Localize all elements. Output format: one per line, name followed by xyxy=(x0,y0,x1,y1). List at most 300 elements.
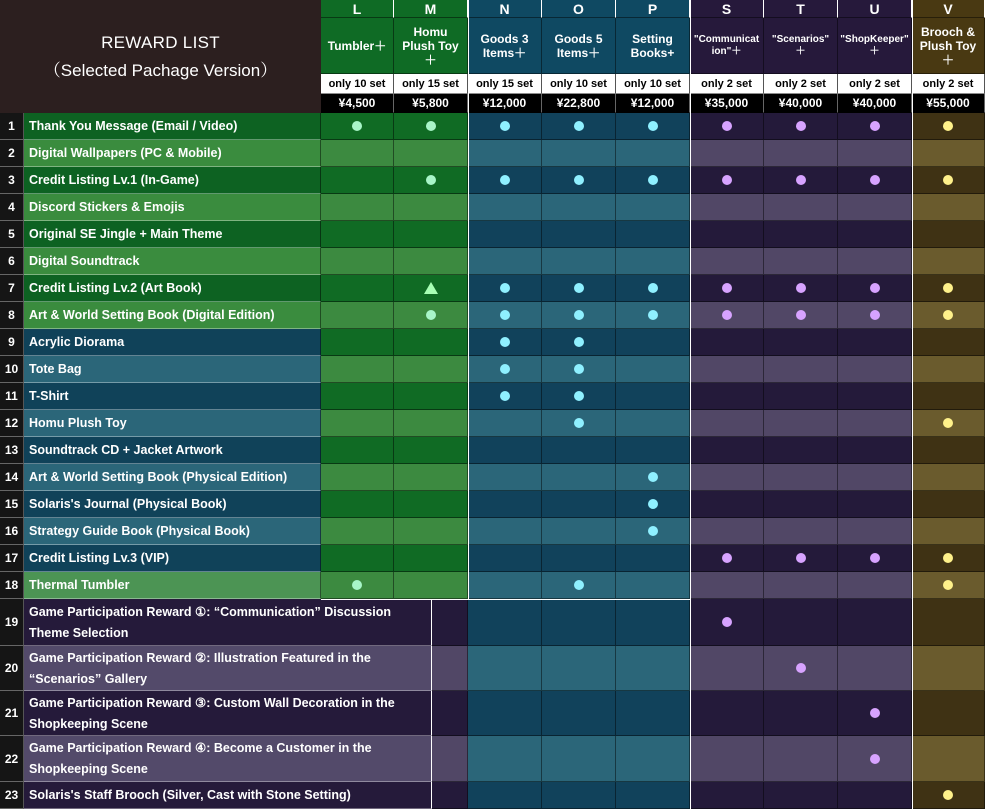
reward-mark-cell xyxy=(616,356,690,383)
reward-mark-cell xyxy=(616,691,690,736)
reward-number: 19 xyxy=(0,599,24,646)
tier-limit-v: only 2 set xyxy=(912,74,985,94)
reward-number: 8 xyxy=(0,302,24,329)
included-dot-icon xyxy=(722,121,732,131)
reward-mark-cell xyxy=(690,302,764,329)
reward-mark-cell xyxy=(690,782,764,809)
reward-mark-cell xyxy=(912,140,985,167)
reward-number: 23 xyxy=(0,782,24,809)
reward-mark-cell xyxy=(764,221,838,248)
reward-mark-cell xyxy=(838,464,912,491)
reward-mark-cell xyxy=(616,248,690,275)
reward-mark-cell xyxy=(321,140,394,167)
included-dot-icon xyxy=(870,708,880,718)
reward-mark-cell xyxy=(542,646,616,691)
reward-mark-cell xyxy=(321,167,394,194)
included-dot-icon xyxy=(352,580,362,590)
included-dot-icon xyxy=(426,121,436,131)
reward-mark-cell xyxy=(912,275,985,302)
included-dot-icon xyxy=(943,553,953,563)
reward-mark-cell xyxy=(394,383,468,410)
reward-mark-cell xyxy=(616,646,690,691)
reward-mark-cell xyxy=(321,275,394,302)
tier-limit-p: only 10 set xyxy=(616,74,690,94)
tier-price-m: ¥5,800 xyxy=(394,94,468,113)
reward-number: 22 xyxy=(0,736,24,782)
reward-mark-cell xyxy=(838,518,912,545)
reward-mark-cell xyxy=(912,545,985,572)
reward-name: Acrylic Diorama xyxy=(24,329,321,356)
reward-mark-cell xyxy=(690,464,764,491)
reward-mark-cell xyxy=(764,194,838,221)
reward-mark-cell xyxy=(616,221,690,248)
reward-mark-cell xyxy=(912,491,985,518)
reward-number: 21 xyxy=(0,691,24,736)
reward-mark-cell xyxy=(321,221,394,248)
tier-limit-m: only 15 set xyxy=(394,74,468,94)
reward-mark-cell xyxy=(468,572,542,599)
included-dot-icon xyxy=(796,663,806,673)
reward-mark-cell xyxy=(912,736,985,782)
reward-mark-cell xyxy=(838,437,912,464)
reward-number: 15 xyxy=(0,491,24,518)
reward-mark-cell xyxy=(616,194,690,221)
reward-mark-cell xyxy=(912,464,985,491)
reward-mark-cell xyxy=(838,691,912,736)
included-dot-icon xyxy=(574,364,584,374)
reward-mark-cell xyxy=(912,691,985,736)
reward-mark-cell xyxy=(542,572,616,599)
reward-mark-cell xyxy=(764,383,838,410)
reward-mark-cell xyxy=(764,572,838,599)
included-dot-icon xyxy=(352,121,362,131)
tier-price-t: ¥40,000 xyxy=(764,94,838,113)
reward-mark-cell xyxy=(394,329,468,356)
reward-mark-cell xyxy=(394,275,468,302)
included-dot-icon xyxy=(796,553,806,563)
reward-name: Game Participation Reward ②: Illustration Featured in the “Scenarios” Gallery xyxy=(24,646,432,691)
reward-mark-cell xyxy=(764,167,838,194)
reward-mark-cell xyxy=(542,356,616,383)
reward-mark-cell xyxy=(394,464,468,491)
reward-mark-cell xyxy=(764,113,838,140)
reward-mark-cell xyxy=(838,410,912,437)
reward-mark-cell xyxy=(912,356,985,383)
reward-mark-cell xyxy=(764,410,838,437)
reward-mark-cell xyxy=(321,248,394,275)
reward-mark-cell xyxy=(542,491,616,518)
tier-limit-u: only 2 set xyxy=(838,74,912,94)
included-dot-icon xyxy=(943,121,953,131)
included-dot-icon xyxy=(796,283,806,293)
tier-limit-o: only 10 set xyxy=(542,74,616,94)
reward-mark-cell xyxy=(542,383,616,410)
reward-mark-cell xyxy=(912,646,985,691)
reward-mark-cell xyxy=(616,599,690,646)
reward-mark-cell xyxy=(838,383,912,410)
reward-mark-cell xyxy=(912,194,985,221)
reward-mark-cell xyxy=(690,736,764,782)
reward-name: Discord Stickers & Emojis xyxy=(24,194,321,221)
reward-mark-cell xyxy=(468,491,542,518)
reward-name: Credit Listing Lv.3 (VIP) xyxy=(24,545,321,572)
included-dot-icon xyxy=(426,310,436,320)
reward-mark-cell xyxy=(542,691,616,736)
tier-letter-u: U xyxy=(838,0,912,18)
reward-mark-cell xyxy=(838,545,912,572)
included-dot-icon xyxy=(870,553,880,563)
reward-mark-cell xyxy=(394,491,468,518)
included-dot-icon xyxy=(574,580,584,590)
reward-name: Game Participation Reward ④: Become a Customer in the Shopkeeping Scene xyxy=(24,736,432,782)
included-dot-icon xyxy=(870,310,880,320)
reward-mark-cell xyxy=(542,221,616,248)
reward-number: 2 xyxy=(0,140,24,167)
reward-mark-cell xyxy=(468,736,542,782)
reward-name: Homu Plush Toy xyxy=(24,410,321,437)
included-dot-icon xyxy=(574,310,584,320)
reward-mark-cell xyxy=(616,302,690,329)
tier-price-o: ¥22,800 xyxy=(542,94,616,113)
group-divider xyxy=(912,0,913,809)
included-dot-icon xyxy=(574,283,584,293)
reward-mark-cell xyxy=(912,221,985,248)
reward-mark-cell xyxy=(690,194,764,221)
included-dot-icon xyxy=(796,121,806,131)
included-dot-icon xyxy=(648,526,658,536)
reward-mark-cell xyxy=(432,599,468,646)
tier-letter-v: V xyxy=(912,0,985,18)
reward-mark-cell xyxy=(321,572,394,599)
reward-mark-cell xyxy=(394,356,468,383)
reward-mark-cell xyxy=(468,221,542,248)
included-dot-icon xyxy=(870,754,880,764)
reward-number: 11 xyxy=(0,383,24,410)
reward-mark-cell xyxy=(616,545,690,572)
reward-mark-cell xyxy=(321,464,394,491)
reward-mark-cell xyxy=(468,464,542,491)
reward-name: Art & World Setting Book (Physical Edition) xyxy=(24,464,321,491)
included-dot-icon xyxy=(943,283,953,293)
table-title xyxy=(0,0,321,113)
reward-mark-cell xyxy=(616,572,690,599)
tier-limit-t: only 2 set xyxy=(764,74,838,94)
tier-name-m: Homu Plush Toy ＋ xyxy=(394,18,468,74)
reward-mark-cell xyxy=(764,464,838,491)
included-dot-icon xyxy=(796,175,806,185)
tier-limit-n: only 15 set xyxy=(468,74,542,94)
reward-mark-cell xyxy=(394,410,468,437)
reward-mark-cell xyxy=(838,248,912,275)
included-dot-icon xyxy=(722,553,732,563)
reward-mark-cell xyxy=(616,410,690,437)
title-line-2: （Selected Pachage Version） xyxy=(43,60,278,80)
reward-number: 13 xyxy=(0,437,24,464)
reward-mark-cell xyxy=(838,646,912,691)
reward-number: 3 xyxy=(0,167,24,194)
reward-mark-cell xyxy=(616,113,690,140)
reward-mark-cell xyxy=(764,329,838,356)
reward-mark-cell xyxy=(912,410,985,437)
included-dot-icon xyxy=(500,310,510,320)
reward-mark-cell xyxy=(838,491,912,518)
reward-mark-cell xyxy=(616,464,690,491)
reward-mark-cell xyxy=(321,329,394,356)
tier-name-u: "ShopKeeper" ＋ xyxy=(838,18,912,74)
reward-mark-cell xyxy=(912,113,985,140)
tier-price-s: ¥35,000 xyxy=(690,94,764,113)
included-dot-icon xyxy=(943,418,953,428)
included-dot-icon xyxy=(722,175,732,185)
reward-mark-cell xyxy=(838,194,912,221)
tier-name-t: "Scenarios" ＋ xyxy=(764,18,838,74)
reward-mark-cell xyxy=(321,437,394,464)
reward-mark-cell xyxy=(468,437,542,464)
reward-mark-cell xyxy=(616,491,690,518)
reward-mark-cell xyxy=(838,599,912,646)
reward-mark-cell xyxy=(838,572,912,599)
reward-mark-cell xyxy=(838,113,912,140)
reward-mark-cell xyxy=(764,599,838,646)
section-divider xyxy=(321,599,691,600)
reward-name: Art & World Setting Book (Digital Edition) xyxy=(24,302,321,329)
reward-name: Tote Bag xyxy=(24,356,321,383)
included-dot-icon xyxy=(574,418,584,428)
reward-mark-cell xyxy=(764,736,838,782)
included-dot-icon xyxy=(500,121,510,131)
reward-mark-cell xyxy=(616,329,690,356)
included-dot-icon xyxy=(648,175,658,185)
included-dot-icon xyxy=(943,310,953,320)
reward-mark-cell xyxy=(321,302,394,329)
included-dot-icon xyxy=(648,310,658,320)
reward-mark-cell xyxy=(690,491,764,518)
reward-mark-cell xyxy=(838,782,912,809)
tier-letter-t: T xyxy=(764,0,838,18)
tier-name-o: Goods 5 Items＋ xyxy=(542,18,616,74)
included-dot-icon xyxy=(943,790,953,800)
tier-price-u: ¥40,000 xyxy=(838,94,912,113)
reward-mark-cell xyxy=(690,113,764,140)
tier-letter-n: N xyxy=(468,0,542,18)
reward-mark-cell xyxy=(764,437,838,464)
reward-mark-cell xyxy=(394,518,468,545)
reward-mark-cell xyxy=(912,437,985,464)
reward-number: 12 xyxy=(0,410,24,437)
reward-mark-cell xyxy=(542,545,616,572)
reward-mark-cell xyxy=(321,194,394,221)
reward-name: Solaris's Journal (Physical Book) xyxy=(24,491,321,518)
reward-mark-cell xyxy=(838,356,912,383)
reward-mark-cell xyxy=(764,140,838,167)
reward-mark-cell xyxy=(690,545,764,572)
included-dot-icon xyxy=(500,391,510,401)
reward-mark-cell xyxy=(690,599,764,646)
included-dot-icon xyxy=(574,391,584,401)
reward-mark-cell xyxy=(838,329,912,356)
reward-mark-cell xyxy=(542,437,616,464)
reward-mark-cell xyxy=(690,437,764,464)
reward-mark-cell xyxy=(432,691,468,736)
tier-name-n: Goods 3 Items＋ xyxy=(468,18,542,74)
reward-mark-cell xyxy=(690,275,764,302)
reward-mark-cell xyxy=(468,167,542,194)
reward-mark-cell xyxy=(468,691,542,736)
reward-mark-cell xyxy=(468,194,542,221)
tier-name-l: Tumbler＋ xyxy=(321,18,394,74)
reward-mark-cell xyxy=(468,275,542,302)
reward-mark-cell xyxy=(432,736,468,782)
reward-mark-cell xyxy=(690,646,764,691)
tier-limit-l: only 10 set xyxy=(321,74,394,94)
reward-mark-cell xyxy=(912,167,985,194)
reward-mark-cell xyxy=(690,383,764,410)
included-dot-icon xyxy=(722,617,732,627)
included-dot-icon xyxy=(500,283,510,293)
reward-number: 4 xyxy=(0,194,24,221)
tier-price-v: ¥55,000 xyxy=(912,94,985,113)
included-dot-icon xyxy=(943,175,953,185)
reward-mark-cell xyxy=(764,782,838,809)
included-dot-icon xyxy=(574,337,584,347)
reward-name: Solaris's Staff Brooch (Silver, Cast with Stone Setting) xyxy=(24,782,432,809)
included-dot-icon xyxy=(870,283,880,293)
reward-mark-cell xyxy=(690,518,764,545)
reward-mark-cell xyxy=(468,782,542,809)
reward-mark-cell xyxy=(321,113,394,140)
reward-name: T-Shirt xyxy=(24,383,321,410)
included-dot-icon xyxy=(500,337,510,347)
reward-mark-cell xyxy=(690,572,764,599)
reward-mark-cell xyxy=(616,275,690,302)
reward-number: 6 xyxy=(0,248,24,275)
reward-mark-cell xyxy=(542,113,616,140)
reward-number: 14 xyxy=(0,464,24,491)
reward-mark-cell xyxy=(468,599,542,646)
reward-mark-cell xyxy=(616,736,690,782)
included-dot-icon xyxy=(722,283,732,293)
reward-mark-cell xyxy=(394,113,468,140)
reward-mark-cell xyxy=(912,782,985,809)
included-dot-icon xyxy=(796,310,806,320)
reward-mark-cell xyxy=(394,545,468,572)
reward-mark-cell xyxy=(542,248,616,275)
reward-mark-cell xyxy=(542,599,616,646)
reward-mark-cell xyxy=(912,599,985,646)
reward-number: 1 xyxy=(0,113,24,140)
reward-number: 5 xyxy=(0,221,24,248)
reward-mark-cell xyxy=(764,646,838,691)
reward-name: Credit Listing Lv.2 (Art Book) xyxy=(24,275,321,302)
partial-triangle-icon xyxy=(424,282,438,294)
included-dot-icon xyxy=(574,121,584,131)
reward-mark-cell xyxy=(838,167,912,194)
reward-mark-cell xyxy=(468,410,542,437)
tier-letter-s: S xyxy=(690,0,764,18)
reward-mark-cell xyxy=(394,248,468,275)
reward-mark-cell xyxy=(616,518,690,545)
reward-mark-cell xyxy=(616,140,690,167)
reward-number: 10 xyxy=(0,356,24,383)
reward-mark-cell xyxy=(764,302,838,329)
reward-mark-cell xyxy=(690,691,764,736)
included-dot-icon xyxy=(500,175,510,185)
reward-mark-cell xyxy=(764,275,838,302)
reward-mark-cell xyxy=(321,383,394,410)
reward-mark-cell xyxy=(394,140,468,167)
reward-mark-cell xyxy=(764,248,838,275)
reward-number: 17 xyxy=(0,545,24,572)
reward-mark-cell xyxy=(542,302,616,329)
tier-name-p: Setting Books+ xyxy=(616,18,690,74)
tier-letter-o: O xyxy=(542,0,616,18)
reward-name: Soundtrack CD + Jacket Artwork xyxy=(24,437,321,464)
reward-number: 18 xyxy=(0,572,24,599)
included-dot-icon xyxy=(870,121,880,131)
reward-number: 7 xyxy=(0,275,24,302)
tier-letter-m: M xyxy=(394,0,468,18)
included-dot-icon xyxy=(500,364,510,374)
reward-mark-cell xyxy=(432,782,468,809)
reward-mark-cell xyxy=(542,464,616,491)
group-divider xyxy=(690,0,691,809)
reward-name: Credit Listing Lv.1 (In-Game) xyxy=(24,167,321,194)
reward-mark-cell xyxy=(394,302,468,329)
reward-mark-cell xyxy=(616,167,690,194)
reward-name: Thermal Tumbler xyxy=(24,572,321,599)
reward-mark-cell xyxy=(912,383,985,410)
reward-name: Digital Soundtrack xyxy=(24,248,321,275)
included-dot-icon xyxy=(426,175,436,185)
reward-mark-cell xyxy=(838,221,912,248)
reward-name: Original SE Jingle + Main Theme xyxy=(24,221,321,248)
reward-mark-cell xyxy=(542,736,616,782)
reward-mark-cell xyxy=(468,329,542,356)
reward-number: 20 xyxy=(0,646,24,691)
reward-mark-cell xyxy=(432,646,468,691)
reward-mark-cell xyxy=(912,248,985,275)
reward-mark-cell xyxy=(764,491,838,518)
reward-mark-cell xyxy=(838,302,912,329)
reward-mark-cell xyxy=(542,329,616,356)
reward-mark-cell xyxy=(764,518,838,545)
tier-limit-s: only 2 set xyxy=(690,74,764,94)
reward-mark-cell xyxy=(690,248,764,275)
reward-number: 16 xyxy=(0,518,24,545)
reward-name: Thank You Message (Email / Video) xyxy=(24,113,321,140)
reward-mark-cell xyxy=(468,113,542,140)
reward-mark-cell xyxy=(542,782,616,809)
reward-mark-cell xyxy=(764,691,838,736)
reward-mark-cell xyxy=(321,410,394,437)
reward-mark-cell xyxy=(321,518,394,545)
reward-mark-cell xyxy=(690,356,764,383)
reward-mark-cell xyxy=(394,167,468,194)
tier-price-p: ¥12,000 xyxy=(616,94,690,113)
tier-letter-p: P xyxy=(616,0,690,18)
reward-mark-cell xyxy=(468,140,542,167)
title-line-1: REWARD LIST xyxy=(101,32,220,52)
reward-mark-cell xyxy=(912,518,985,545)
reward-mark-cell xyxy=(542,167,616,194)
reward-mark-cell xyxy=(690,410,764,437)
group-divider xyxy=(468,0,469,600)
included-dot-icon xyxy=(943,580,953,590)
reward-mark-cell xyxy=(542,140,616,167)
reward-mark-cell xyxy=(468,646,542,691)
tier-letter-l: L xyxy=(321,0,394,18)
tier-price-l: ¥4,500 xyxy=(321,94,394,113)
